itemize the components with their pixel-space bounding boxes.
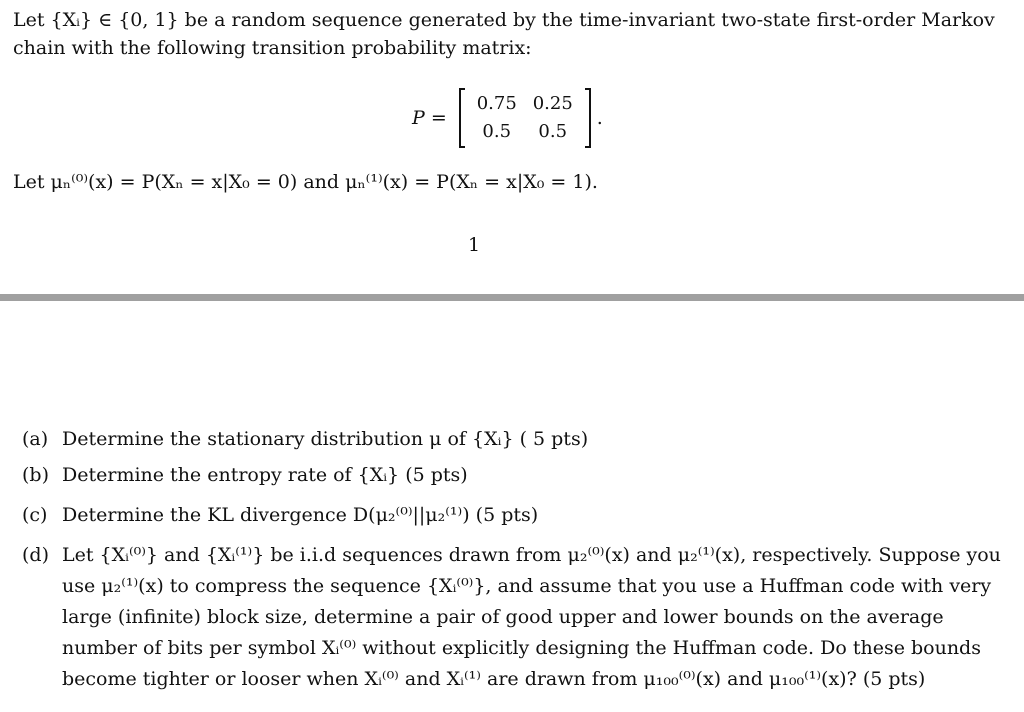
question-text: Determine the KL divergence D(μ₂⁽⁰⁾||μ₂⁽¹⁾) (5 pts) bbox=[62, 504, 539, 526]
intro-paragraph: Let {Xᵢ} ∈ {0, 1} be a random sequence generated by the time-invariant two-state first-order Markov chain with the following transition probability matrix: bbox=[13, 9, 995, 59]
page-divider bbox=[0, 294, 1024, 301]
question-a bbox=[22, 424, 1002, 454]
matrix-cell: 0.75 bbox=[476, 93, 517, 114]
question-d bbox=[22, 540, 1002, 695]
transition-matrix-equation bbox=[412, 88, 603, 148]
definition-paragraph: Let μₙ⁽⁰⁾(x) = P(Xₙ = x|X₀ = 0) and μₙ⁽¹⁾(x) = P(Xₙ = x|X₀ = 1). bbox=[13, 171, 598, 193]
matrix-lhs: P = bbox=[412, 107, 447, 129]
page-number: 1 bbox=[467, 234, 481, 256]
question-text: Let {Xᵢ⁽⁰⁾} and {Xᵢ⁽¹⁾} be i.i.d sequences drawn from μ₂⁽⁰⁾(x) and μ₂⁽¹⁾(x), respectively. Suppose you use μ₂⁽¹⁾(x) to compress the sequence {Xᵢ⁽⁰⁾}, and assume that you use a Huffman code with very large (infinite) block size, determine a pair of good upper and lower bounds on the average number of bits per symbol Xᵢ⁽⁰⁾ without explicitly designing the Huffman code. Do these bounds become tighter or looser when Xᵢ⁽⁰⁾ and Xᵢ⁽¹⁾ are drawn from μ₁₀₀⁽⁰⁾(x) and μ₁₀₀⁽¹⁾(x)? (5 pts) bbox=[62, 544, 1001, 690]
question-label: (a) bbox=[22, 428, 49, 450]
question-text: Determine the stationary distribution μ of {Xᵢ} ( 5 pts) bbox=[62, 428, 589, 450]
question-c bbox=[22, 500, 1002, 530]
question-label: (d) bbox=[22, 544, 49, 566]
matrix-cell: 0.5 bbox=[538, 121, 568, 142]
question-label: (c) bbox=[22, 504, 48, 526]
question-b bbox=[22, 460, 1002, 490]
question-label: (b) bbox=[22, 464, 49, 486]
transition-matrix bbox=[459, 88, 591, 148]
matrix-cell: 0.5 bbox=[482, 121, 512, 142]
matrix-cell: 0.25 bbox=[532, 93, 573, 114]
question-text: Determine the entropy rate of {Xᵢ} (5 pts) bbox=[62, 464, 468, 486]
matrix-trailing-period: . bbox=[596, 107, 603, 129]
